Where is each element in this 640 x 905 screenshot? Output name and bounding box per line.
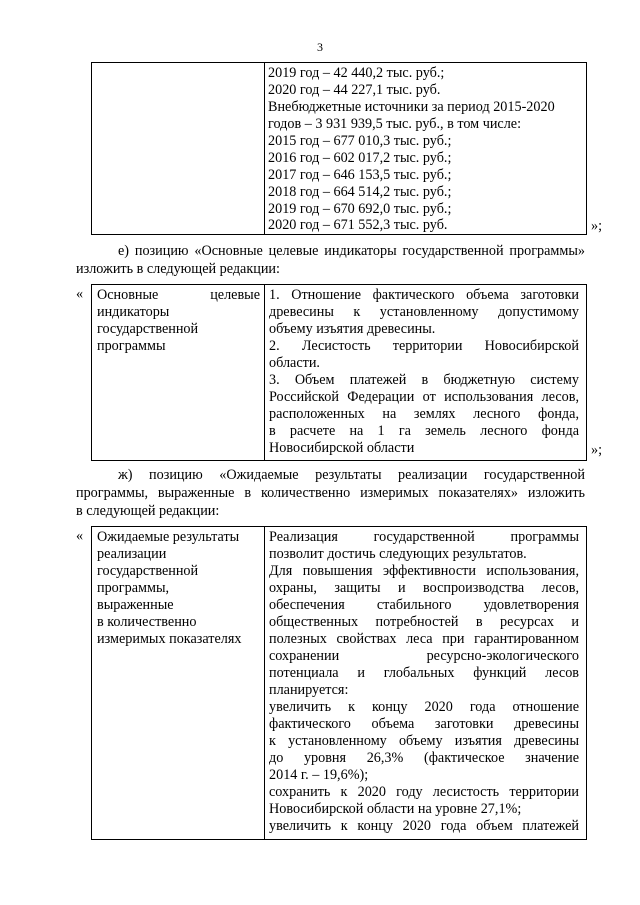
table-right-line: области.	[269, 355, 320, 371]
table-right-line: охраны, защиты и воспроизводства лесов,	[269, 580, 579, 596]
table-left-line: Основные целевые	[97, 287, 260, 303]
paragraph-zh-line: программы, выраженные в количественно измеримых показателях» изложить	[76, 485, 585, 501]
table-left-line: государственной	[97, 563, 199, 579]
table-left-line: измеримых показателях	[97, 631, 242, 647]
paragraph-e-line: е) позицию «Основные целевые индикаторы государственной программы»	[118, 243, 585, 259]
table-left-line: Ожидаемые результаты	[97, 529, 240, 545]
table-right-line: к установленному объему изъятия древесины	[269, 733, 579, 749]
table-right-line: объему изъятия древесины.	[269, 321, 436, 337]
table-right-line: Российской Федерации от использования лесов,	[269, 389, 579, 405]
financing-table	[91, 62, 587, 235]
table-right-line: увеличить к концу 2020 года отношение	[269, 699, 579, 715]
table-line: 2019 год – 42 440,2 тыс. руб.;	[268, 65, 445, 81]
table-right-line: расположенных на землях лесного фонда,	[269, 406, 579, 422]
table-right-line: древесины к установленному допустимому	[269, 304, 579, 320]
table-right-line: до уровня 26,3% (фактическое значение	[269, 750, 579, 766]
table-right-line: 2. Лесистость территории Новосибирской	[269, 338, 579, 354]
table-left-line: программы,	[97, 580, 170, 596]
table-right-line: увеличить к концу 2020 года объем платежей	[269, 818, 579, 834]
table-right-line: позволит достичь следующих результатов.	[269, 546, 527, 562]
results-table	[91, 526, 587, 840]
table-left-line: индикаторы	[97, 304, 170, 320]
table-right-line: Для повышения эффективности использования,	[269, 563, 579, 579]
indicators-table	[91, 284, 587, 461]
table-line: 2015 год – 677 010,3 тыс. руб.;	[268, 133, 452, 149]
table-left-line: государственной	[97, 321, 199, 337]
closing-quote: »;	[591, 218, 603, 234]
page-number: 3	[317, 40, 323, 54]
table-line: 2020 год – 671 552,3 тыс. руб.	[268, 217, 448, 233]
table-left-line: программы	[97, 338, 166, 354]
paragraph-e-line: изложить в следующей редакции:	[76, 261, 280, 277]
table-left-line: реализации	[97, 546, 167, 562]
paragraph-zh-line: в следующей редакции:	[76, 503, 220, 519]
table-line: 2016 год – 602 017,2 тыс. руб.;	[268, 150, 452, 166]
table-right-line: фактического объема заготовки древесины	[269, 716, 579, 732]
table-line: 2017 год – 646 153,5 тыс. руб.;	[268, 167, 452, 183]
table-right-line: Новосибирской области на уровне 27,1%;	[269, 801, 522, 817]
table-right-line: полезных свойствах леса при гарантированном	[269, 631, 579, 647]
table-line: 2019 год – 670 692,0 тыс. руб.;	[268, 201, 452, 217]
table-right-line: потенциала и глобальных функций лесов	[269, 665, 579, 681]
table-right-line: обеспечения стабильного удовлетворения	[269, 597, 579, 613]
table-line: годов – 3 931 939,5 тыс. руб., в том числе:	[268, 116, 522, 132]
table-line: 2020 год – 44 227,1 тыс. руб.	[268, 82, 441, 98]
opening-quote: «	[76, 528, 84, 544]
table-left-line: в количественно	[97, 614, 197, 630]
table-right-line: сохранить к 2020 году лесистость территории	[269, 784, 579, 800]
table-line: 2018 год – 664 514,2 тыс. руб.;	[268, 184, 452, 200]
table-right-line: в расчете на 1 га земель лесного фонда	[269, 423, 579, 439]
table-right-line: 1. Отношение фактического объема заготовки	[269, 287, 579, 303]
opening-quote: «	[76, 286, 84, 302]
table-right-line: 3. Объем платежей в бюджетную систему	[269, 372, 579, 388]
table-line: Внебюджетные источники за период 2015-2020	[268, 99, 555, 115]
table-left-line: выраженные	[97, 597, 174, 613]
closing-quote: »;	[591, 442, 603, 458]
table-right-line: планируется:	[269, 682, 349, 698]
table-right-line: общественных потребностей в ресурсах и	[269, 614, 579, 630]
table-right-line: Новосибирской области	[269, 440, 415, 456]
table-right-line: сохранении ресурсно-экологического	[269, 648, 579, 664]
table-right-line: Реализация государственной программы	[269, 529, 579, 545]
paragraph-zh-line: ж) позицию «Ожидаемые результаты реализации государственной	[118, 467, 585, 483]
table-left-cell	[92, 63, 265, 234]
table-right-line: 2014 г. – 19,6%);	[269, 767, 369, 783]
